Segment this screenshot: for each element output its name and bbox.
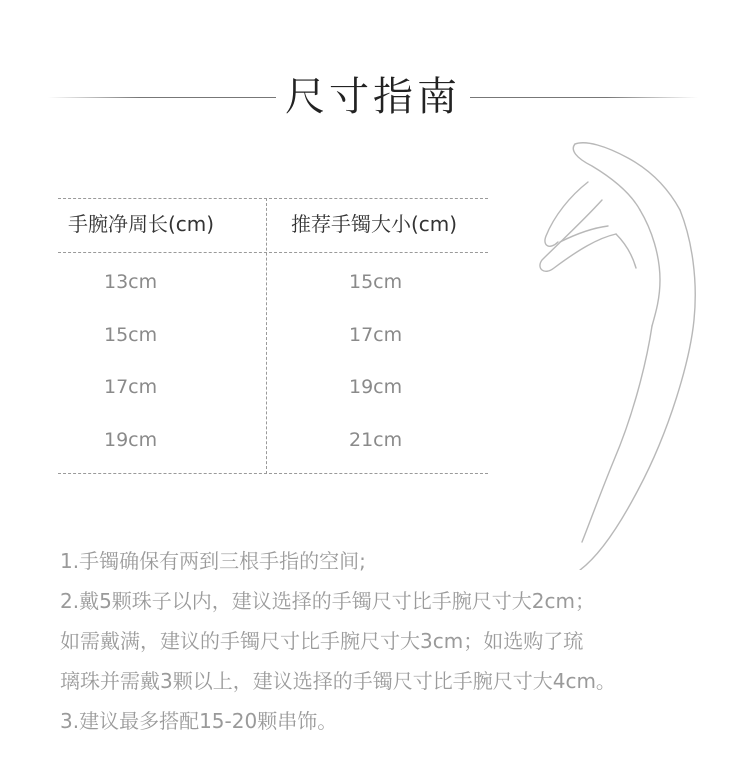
title-rule-left [48, 97, 276, 98]
table-row [58, 357, 488, 410]
bracelet-size-cell: 19cm [349, 376, 403, 398]
title-section [0, 66, 750, 126]
notes-section [60, 541, 740, 741]
table-row [58, 305, 488, 358]
header-wrist-size: 手腕净周长(cm) [68, 212, 215, 236]
wrist-size-cell: 13cm [104, 271, 158, 293]
note-line: 3.建议最多搭配15-20颗串饰。 [60, 709, 338, 733]
table-border-bottom [58, 473, 488, 474]
bracelet-size-cell: 17cm [349, 323, 403, 346]
table-row [58, 252, 488, 305]
size-table [58, 198, 488, 474]
page-title: 尺寸指南 [285, 74, 461, 120]
header-bracelet-size: 推荐手镯大小(cm) [291, 212, 458, 236]
table-border-top [58, 198, 488, 199]
table-body [58, 252, 488, 462]
bracelet-size-cell: 15cm [349, 271, 403, 293]
note-line: 1.手镯确保有两到三根手指的空间; [60, 549, 366, 573]
note-line: 璃珠并需戴3颗以上，建议选择的手镯尺寸比手腕尺寸大4cm。 [60, 669, 616, 693]
title-rule-right [470, 97, 698, 98]
wrist-size-cell: 19cm [104, 428, 158, 451]
note-line: 如需戴满，建议的手镯尺寸比手腕尺寸大3cm；如选购了琉 [60, 629, 584, 653]
table-row [58, 410, 488, 463]
bracelet-size-cell: 21cm [349, 428, 403, 451]
hand-illustration [520, 130, 720, 570]
note-line: 2.戴5颗珠子以内，建议选择的手镯尺寸比手腕尺寸大2cm； [60, 589, 596, 613]
wrist-size-cell: 17cm [104, 376, 158, 398]
wrist-size-cell: 15cm [104, 323, 158, 346]
